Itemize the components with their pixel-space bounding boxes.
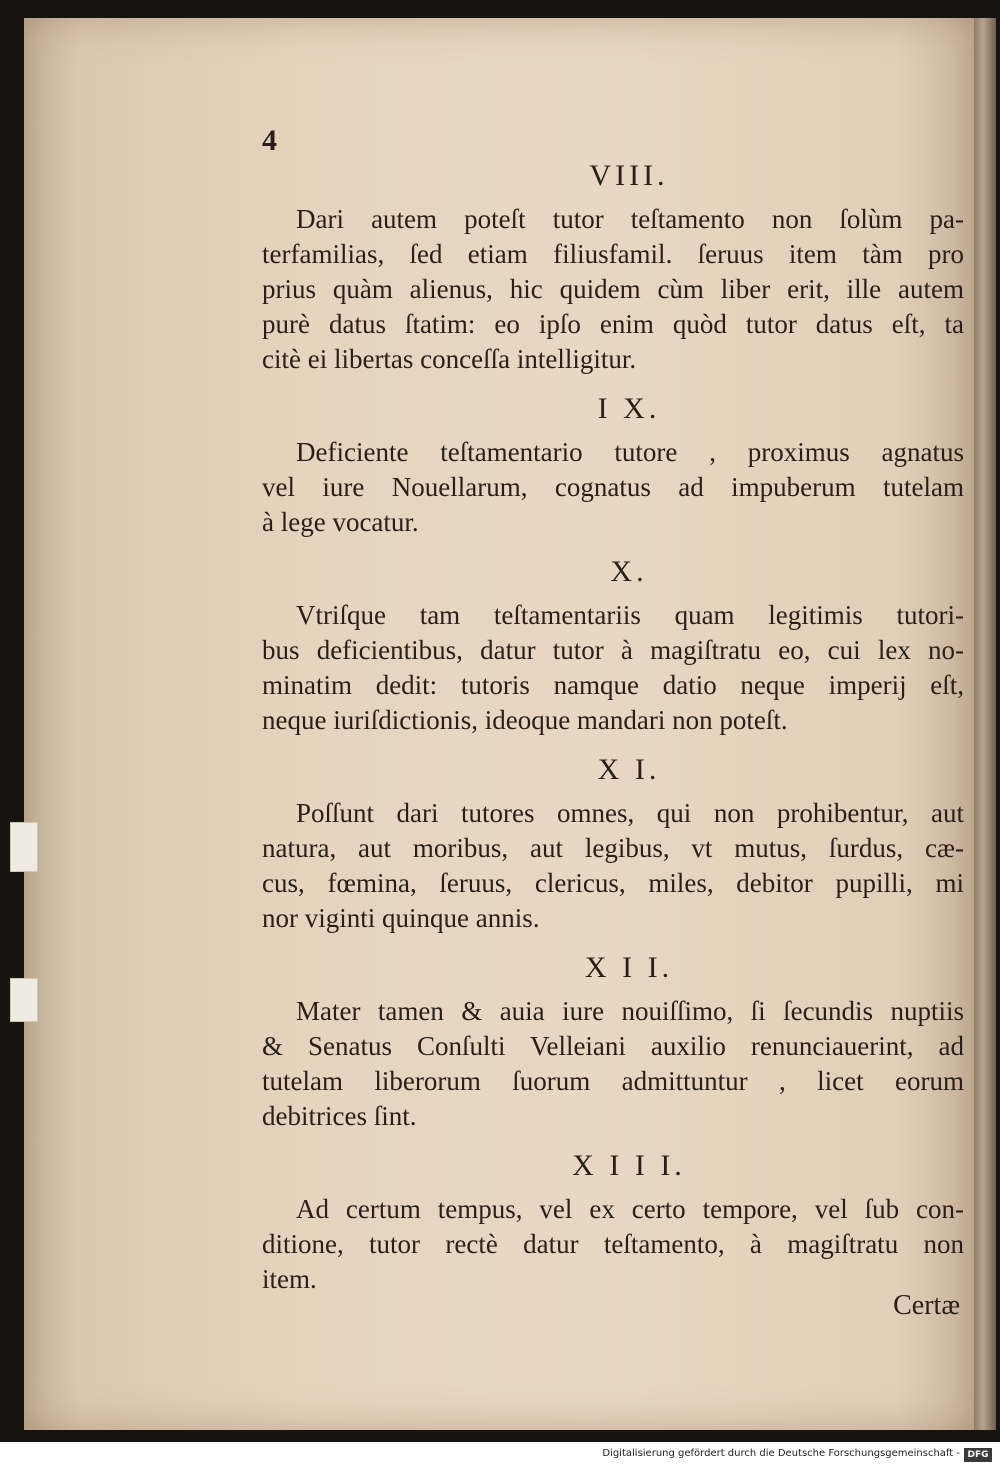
text-line: Poſſunt dari tutores omnes, qui non prohibentur, aut [296, 798, 964, 828]
section-heading: X I I. [584, 951, 674, 984]
text-line: citè ei libertas conceſſa intelligitur. [262, 344, 637, 374]
section-paragraph [262, 598, 964, 738]
text-line: cus, fœmina, ſeruus, clericus, miles, debitor pupilli, mi [262, 868, 964, 898]
section-paragraph [262, 1192, 964, 1297]
text-line: tutelam liberorum ſuorum admittuntur , licet eorum [262, 1066, 964, 1096]
text-line: à lege vocatur. [262, 507, 419, 537]
text-line: Vtriſque tam teſtamentariis quam legitimis tutori- [296, 600, 964, 630]
section-heading: X. [610, 555, 648, 588]
section-heading: VIII. [589, 159, 669, 192]
text-line: & Senatus Conſulti Velleiani auxilio renunciauerint, ad [262, 1031, 964, 1061]
page-tab [10, 978, 38, 1022]
footer [0, 1446, 1000, 1466]
section-paragraph [262, 994, 964, 1134]
section-heading: X I I I. [572, 1149, 686, 1182]
catchword: Certæ [893, 1290, 960, 1321]
page-edge [974, 18, 996, 1430]
text-line: vel iure Nouellarum, cognatus ad impuberum tutelam [262, 472, 964, 502]
dfg-logo: DFG [964, 1448, 992, 1462]
text-line: Ad certum tempus, vel ex certo tempore, vel ſub con- [296, 1194, 964, 1224]
text-line: purè datus ſtatim: eo ipſo enim quòd tutor datus eſt, ta [262, 309, 964, 339]
text-line: Mater tamen & auia iure nouiſſimo, ſi ſecundis nuptiis [296, 996, 964, 1026]
text-line: natura, aut moribus, aut legibus, vt mutus, ſurdus, cæ- [262, 833, 964, 863]
text-line: neque iuriſdictionis, ideoque mandari non poteſt. [262, 705, 788, 735]
text-line: terfamilias, ſed etiam filiusfamil. ſeruus item tàm pro [262, 239, 964, 269]
text-line: bus deficientibus, datur tutor à magiſtratu eo, cui lex no- [262, 635, 964, 665]
funding-notice: Digitalisierung gefördert durch die Deutsche Forschungsgemeinschaft - [602, 1448, 960, 1459]
page-tab [10, 822, 38, 872]
text-line: debitrices ſint. [262, 1101, 417, 1131]
text-line: minatim dedit: tutoris namque datio neque imperij eſt, [262, 670, 964, 700]
text-line: ditione, tutor rectè datur teſtamento, à magiſtratu non [262, 1229, 964, 1259]
section-heading: X I. [597, 753, 661, 786]
page-number: 4 [262, 124, 277, 157]
section-paragraph [262, 202, 964, 377]
text-line: item. [262, 1264, 317, 1294]
text-line: Dari autem poteſt tutor teſtamento non ſolùm pa- [296, 204, 964, 234]
section-heading: I X. [597, 392, 661, 425]
text-line: Deficiente teſtamentario tutore , proximus agnatus [296, 437, 964, 467]
section-paragraph [262, 796, 964, 936]
text-line: nor viginti quinque annis. [262, 903, 540, 933]
text-line: prius quàm alienus, hic quidem cùm liber erit, ille autem [262, 274, 964, 304]
text-body [262, 156, 964, 1309]
section-paragraph [262, 435, 964, 540]
